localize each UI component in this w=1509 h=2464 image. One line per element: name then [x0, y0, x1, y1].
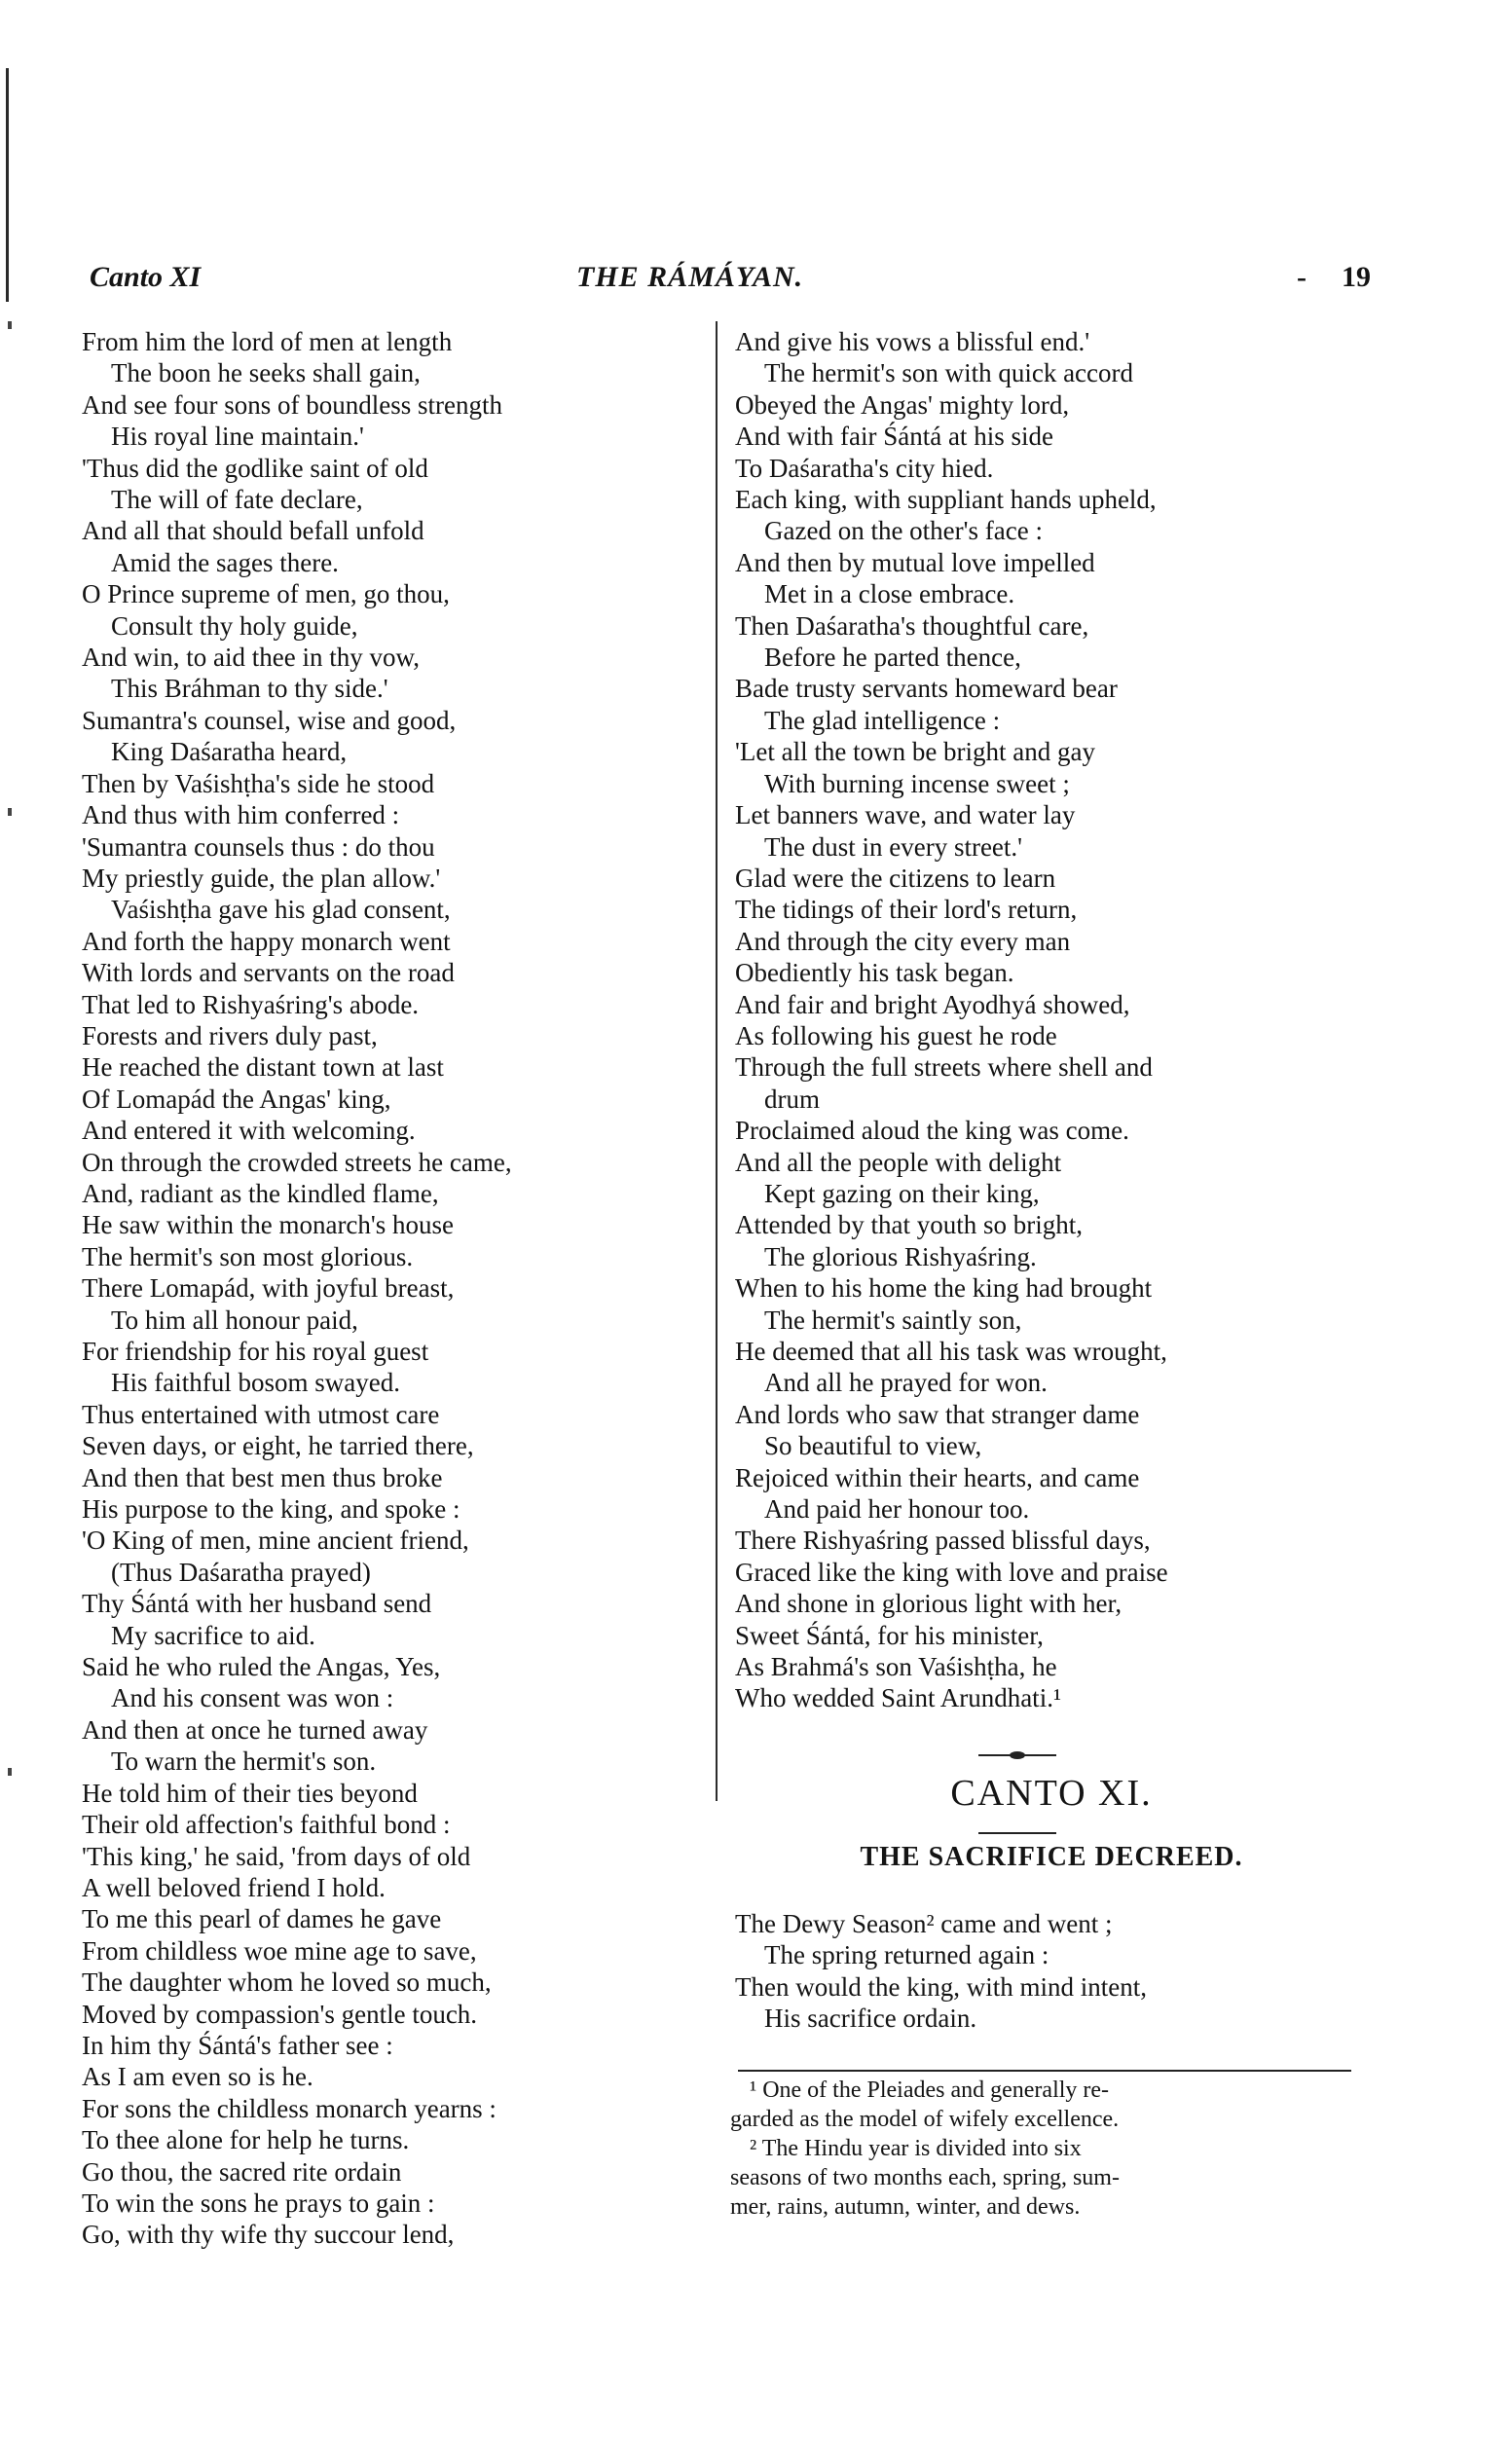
- verse-line: 'Let all the town be bright and gay: [735, 737, 1096, 767]
- verse-line: And entered it with welcoming.: [82, 1116, 416, 1146]
- verse-line: Attended by that youth so bright,: [735, 1210, 1083, 1240]
- verse-line: Forests and rivers duly past,: [82, 1020, 378, 1050]
- verse-line: 'Thus did the godlike saint of old: [82, 453, 428, 483]
- verse-line: And all that should befall unfold: [82, 516, 424, 546]
- verse-line: And with fair Śántá at his side: [735, 422, 1053, 452]
- verse-line: And his consent was won :: [111, 1683, 394, 1713]
- verse-line: To Daśaratha's city hied.: [735, 453, 994, 483]
- canto-subtitle: THE SACRIFICE DECREED.: [860, 1842, 1243, 1872]
- footnote-line: ¹ One of the Pleiades and generally re-: [750, 2078, 1110, 2103]
- verse-line: 'O King of men, mine ancient friend,: [82, 1526, 469, 1556]
- title-rule: [978, 1832, 1056, 1834]
- verse-line: His sacrifice ordain.: [764, 2004, 977, 2034]
- verse-line: As I am even so is he.: [82, 2062, 313, 2092]
- footnote-line: ² The Hindu year is divided into six: [750, 2136, 1082, 2161]
- verse-line: This Bráhman to thy side.': [111, 674, 388, 704]
- running-head: [90, 261, 1371, 300]
- verse-line: As Brahmá's son Vaśishṭha, he: [735, 1652, 1057, 1682]
- verse-line: And shone in glorious light with her,: [735, 1589, 1123, 1619]
- verse-line: The daughter whom he loved so much,: [82, 1968, 492, 1998]
- verse-line: And, radiant as the kindled flame,: [82, 1178, 439, 1208]
- verse-line: Then would the king, with mind intent,: [735, 1971, 1147, 2002]
- verse-line: A well beloved friend I hold.: [82, 1872, 386, 1902]
- verse-line: To him all honour paid,: [111, 1305, 358, 1335]
- verse-line: King Daśaratha heard,: [111, 737, 348, 767]
- verse-line: Glad were the citizens to learn: [735, 863, 1056, 893]
- verse-line: From him the lord of men at length: [82, 327, 453, 356]
- verse-line: Seven days, or eight, he tarried there,: [82, 1431, 474, 1461]
- verse-line: Met in a close embrace.: [764, 579, 1015, 609]
- verse-line: To me this pearl of dames he gave: [82, 1904, 442, 1934]
- verse-line: The boon he seeks shall gain,: [111, 358, 421, 388]
- scan-margin-dot: [8, 1768, 12, 1776]
- verse-line: For sons the childless monarch yearns :: [82, 2093, 497, 2123]
- section-ornament: [978, 1748, 1056, 1762]
- verse-line: His purpose to the king, and spoke :: [82, 1494, 460, 1525]
- verse-line: Obediently his task began.: [735, 958, 1014, 988]
- verse-line: Sumantra's counsel, wise and good,: [82, 705, 457, 735]
- verse-line: Amid the sages there.: [111, 547, 339, 577]
- verse-line: 'This king,' he said, 'from days of old: [82, 1841, 471, 1871]
- verse-line: And then by mutual love impelled: [735, 547, 1095, 577]
- verse-line: Who wedded Saint Arundhati.¹: [735, 1683, 1062, 1713]
- verse-line: Moved by compassion's gentle touch.: [82, 1999, 478, 2029]
- verse-line: The hermit's saintly son,: [764, 1305, 1022, 1335]
- verse-line: There Rishyaśring passed blissful days,: [735, 1526, 1151, 1556]
- verse-line: The tidings of their lord's return,: [735, 895, 1078, 925]
- running-head-canto: Canto XI: [90, 261, 202, 293]
- column-divider: [716, 321, 718, 1801]
- verse-line: Kept gazing on their king,: [764, 1178, 1040, 1208]
- footnotes: [730, 2076, 1363, 2222]
- verse-line: Let banners wave, and water lay: [735, 800, 1076, 830]
- verse-line: The hermit's son with quick accord: [764, 358, 1134, 388]
- verse-line: Sweet Śántá, for his minister,: [735, 1620, 1044, 1650]
- verse-line: Go, with thy wife thy succour lend,: [82, 2220, 455, 2250]
- verse-line: From childless woe mine age to save,: [82, 1935, 477, 1966]
- verse-line: O Prince supreme of men, go thou,: [82, 579, 450, 609]
- scan-margin-mark: [6, 68, 9, 302]
- verse-line: For friendship for his royal guest: [82, 1337, 429, 1366]
- verse-line: As following his guest he rode: [735, 1020, 1057, 1050]
- verse-line: And all the people with delight: [735, 1147, 1062, 1177]
- verse-line: Vaśishṭha gave his glad consent,: [111, 895, 451, 925]
- verse-line: Said he who ruled the Angas, Yes,: [82, 1652, 441, 1682]
- verse-line: He deemed that all his task was wrought,: [735, 1337, 1167, 1366]
- verse-line: And all he prayed for won.: [764, 1368, 1048, 1398]
- verse-line: The glad intelligence :: [764, 705, 1001, 735]
- verse-line: 'Sumantra counsels thus : do thou: [82, 831, 435, 862]
- verse-line: In him thy Śántá's father see :: [82, 2030, 393, 2060]
- verse-line: The spring returned again :: [764, 1940, 1049, 1970]
- scan-margin-dot: [8, 321, 12, 329]
- verse-line: There Lomapád, with joyful breast,: [82, 1273, 455, 1304]
- verse-line: Obeyed the Angas' mighty lord,: [735, 389, 1070, 420]
- verse-line: To warn the hermit's son.: [111, 1747, 377, 1777]
- verse-line: Thus entertained with utmost care: [82, 1399, 440, 1429]
- footnote-line: mer, rains, autumn, winter, and dews.: [730, 2194, 1081, 2220]
- verse-line: Rejoiced within their hearts, and came: [735, 1462, 1140, 1492]
- verse-line: And fair and bright Ayodhyá showed,: [735, 989, 1130, 1019]
- running-head-title: THE RÁMÁYAN.: [576, 261, 804, 293]
- verse-line: (Thus Daśaratha prayed): [111, 1557, 371, 1587]
- verse-line: Then by Vaśishṭha's side he stood: [82, 768, 435, 798]
- footnote-rule: [738, 2070, 1351, 2072]
- footnote-line: seasons of two months each, spring, sum-: [730, 2165, 1120, 2190]
- verse-line: And see four sons of boundless strength: [82, 389, 502, 420]
- verse-line: Of Lomapád the Angas' king,: [82, 1084, 391, 1114]
- verse-line: Before he parted thence,: [764, 643, 1021, 673]
- verse-line: And then at once he turned away: [82, 1714, 428, 1745]
- verse-line: With lords and servants on the road: [82, 958, 455, 988]
- verse-line: The hermit's son most glorious.: [82, 1241, 414, 1271]
- verse-line: Go thou, the sacred rite ordain: [82, 2156, 402, 2187]
- scan-margin-dot: [8, 808, 12, 816]
- verse-line: My priestly guide, the plan allow.': [82, 863, 441, 893]
- verse-line: So beautiful to view,: [764, 1431, 982, 1461]
- verse-line: His faithful bosom swayed.: [111, 1368, 400, 1398]
- verse-line: And through the city every man: [735, 926, 1071, 956]
- verse-line: The Dewy Season² came and went ;: [735, 1909, 1113, 1938]
- verse-line: The glorious Rishyaśring.: [764, 1241, 1037, 1271]
- verse-line: Thy Śántá with her husband send: [82, 1589, 432, 1619]
- verse-line: And paid her honour too.: [764, 1494, 1030, 1525]
- verse-line: And thus with him conferred :: [82, 800, 400, 830]
- verse-line: When to his home the king had brought: [735, 1273, 1153, 1304]
- canto-opening-stanza: [735, 1908, 1368, 2035]
- verse-line: To win the sons he prays to gain :: [82, 2188, 435, 2218]
- verse-line: And forth the happy monarch went: [82, 926, 451, 956]
- verse-line: He told him of their ties beyond: [82, 1778, 418, 1808]
- verse-line: On through the crowded streets he came,: [82, 1147, 512, 1177]
- verse-line: And then that best men thus broke: [82, 1462, 443, 1492]
- verse-line: He reached the distant town at last: [82, 1052, 444, 1083]
- canto-title: CANTO XI.: [950, 1773, 1153, 1814]
- verse-line: That led to Rishyaśring's abode.: [82, 989, 420, 1019]
- verse-line: Graced like the king with love and praise: [735, 1557, 1168, 1587]
- running-head-dash: -: [1297, 261, 1307, 293]
- verse-line: The dust in every street.': [764, 831, 1023, 862]
- verse-line: To thee alone for help he turns.: [82, 2125, 410, 2155]
- verse-line: My sacrifice to aid.: [111, 1620, 315, 1650]
- verse-line: Then Daśaratha's thoughtful care,: [735, 610, 1089, 641]
- verse-line: Bade trusty servants homeward bear: [735, 674, 1118, 704]
- verse-line: And give his vows a blissful end.': [735, 327, 1090, 356]
- footnote-line: garded as the model of wifely excellence.: [730, 2107, 1120, 2132]
- verse-line: Gazed on the other's face :: [764, 516, 1043, 546]
- verse-line: Proclaimed aloud the king was come.: [735, 1116, 1129, 1146]
- verse-line: Through the full streets where shell and: [735, 1052, 1153, 1083]
- left-column: [82, 326, 705, 2251]
- verse-line: drum: [764, 1084, 820, 1114]
- verse-line: His royal line maintain.': [111, 422, 364, 452]
- right-column: [735, 326, 1378, 1714]
- page-number: 19: [1342, 261, 1371, 293]
- verse-line: With burning incense sweet ;: [764, 768, 1070, 798]
- verse-line: And win, to aid thee in thy vow,: [82, 643, 420, 673]
- verse-line: Each king, with suppliant hands upheld,: [735, 485, 1157, 515]
- verse-line: And lords who saw that stranger dame: [735, 1399, 1140, 1429]
- verse-line: Their old affection's faithful bond :: [82, 1810, 451, 1840]
- verse-line: Consult thy holy guide,: [111, 610, 358, 641]
- verse-line: He saw within the monarch's house: [82, 1210, 455, 1240]
- verse-line: The will of fate declare,: [111, 485, 363, 515]
